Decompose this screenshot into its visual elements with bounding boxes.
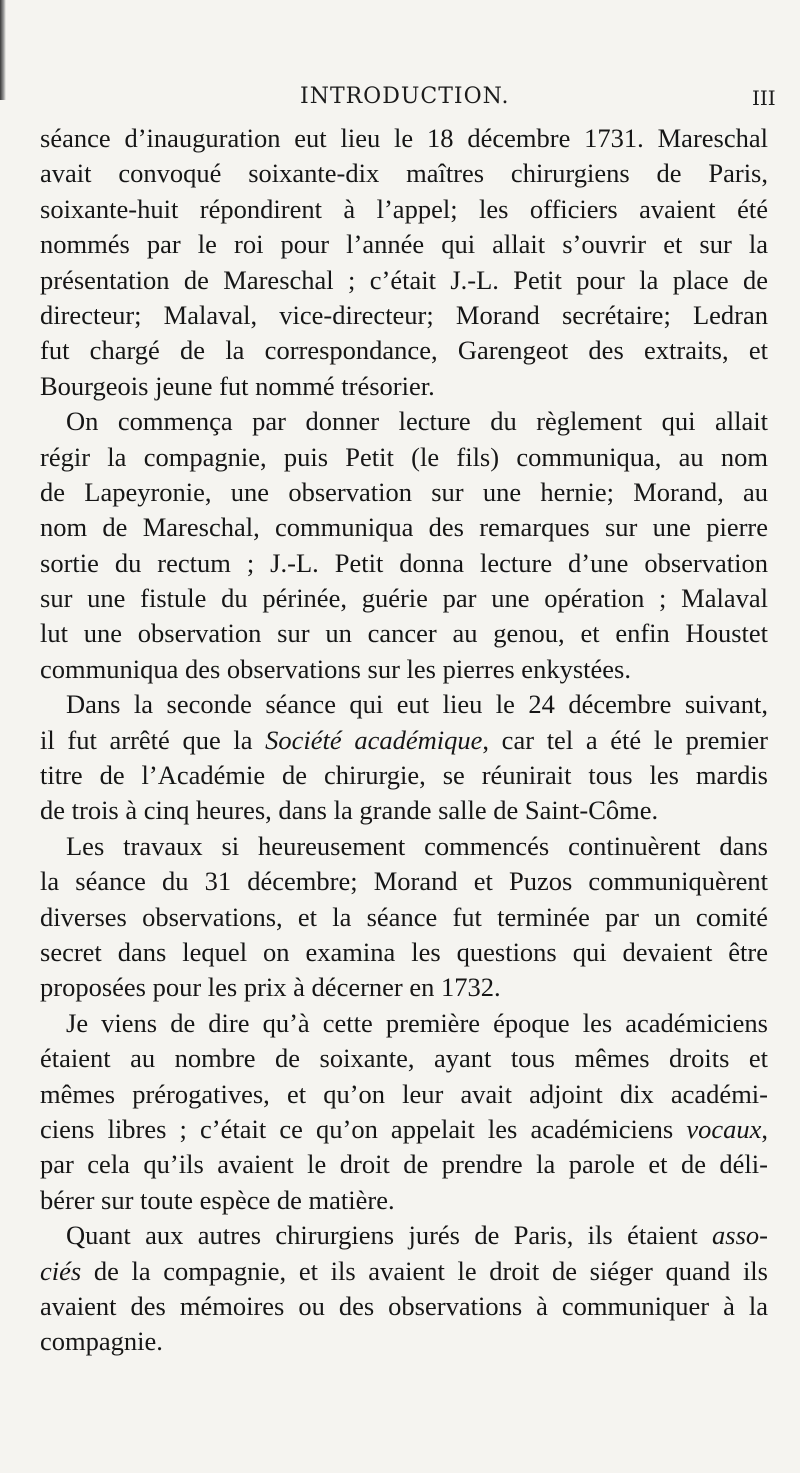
text-line: il fut arrêté que la Société académique, car tel a été le premier — [40, 724, 768, 755]
page-number: III — [752, 86, 776, 110]
text-line: Je viens de dire qu’à cette première époque les académiciens — [66, 1007, 768, 1038]
text-line: titre de l’Académie de chirurgie, se réunirait tous les mardis — [40, 760, 768, 791]
text-line: directeur; Malaval, vice-directeur; Morand secrétaire; Ledran — [40, 299, 768, 330]
text-line: de trois à cinq heures, dans la grande salle de Saint-Côme. — [40, 795, 659, 826]
text-line: avaient des mémoires ou des observations à communiquer à la — [40, 1290, 768, 1321]
text-line: nommés par le roi pour l’année qui allait s’ouvrir et sur la — [40, 229, 768, 260]
text-line: Bourgeois jeune fut nommé trésorier. — [40, 370, 435, 401]
running-header — [0, 84, 800, 114]
text-line: séance d’inauguration eut lieu le 18 décembre 1731. Mareschal — [40, 123, 768, 153]
text-line: mêmes prérogatives, et qu’on leur avait adjoint dix académi- — [40, 1078, 768, 1109]
text-line: On commença par donner lecture du règlement qui allait — [66, 406, 768, 437]
text-line: nom de Mareschal, communiqua des remarques sur une pierre — [40, 512, 768, 543]
text-line: sur une fistule du périnée, guérie par une opération ; Malaval — [40, 583, 768, 614]
text-line: Quant aux autres chirurgiens jurés de Paris, ils étaient asso- — [66, 1220, 768, 1251]
text-line: étaient au nombre de soixante, ayant tous mêmes droits et — [40, 1043, 768, 1074]
text-line: compagnie. — [40, 1326, 163, 1357]
text-line: proposées pour les prix à décerner en 1732. — [40, 972, 501, 1003]
text-line: Les travaux si heureusement commencés continuèrent dans — [66, 830, 768, 861]
text-line: régir la compagnie, puis Petit (le fils) communiqua, au nom — [40, 441, 768, 472]
text-line: communiqua des observations sur les pierres enkystées. — [40, 653, 631, 684]
text-line: Dans la seconde séance qui eut lieu le 24 décembre suivant, — [66, 689, 768, 720]
chapter-title: INTRODUCTION. — [300, 84, 510, 109]
body-text — [40, 121, 768, 1360]
text-line: secret dans lequel on examina les questions qui devaient être — [40, 936, 768, 967]
text-line: ciés de la compagnie, et ils avaient le droit de siéger quand ils — [40, 1255, 768, 1286]
text-line: par cela qu’ils avaient le droit de prendre la parole et de déli- — [40, 1149, 768, 1180]
text-line: avait convoqué soixante-dix maîtres chirurgiens de Paris, — [40, 158, 768, 189]
text-line: la séance du 31 décembre; Morand et Puzos communiquèrent — [40, 866, 768, 897]
text-line: présentation de Mareschal ; c’était J.-L. Petit pour la place de — [40, 264, 768, 295]
text-line: de Lapeyronie, une observation sur une hernie; Morand, au — [40, 476, 768, 507]
text-line: soixante-huit répondirent à l’appel; les officiers avaient été — [40, 193, 768, 224]
text-line: lut une observation sur un cancer au genou, et enfin Houstet — [40, 618, 768, 649]
text-line: ciens libres ; c’était ce qu’on appelait les académiciens vocaux, — [40, 1113, 768, 1144]
text-line: bérer sur toute espèce de matière. — [40, 1184, 395, 1215]
text-line: sortie du rectum ; J.-L. Petit donna lecture d’une observation — [40, 547, 768, 578]
text-line: diverses observations, et la séance fut terminée par un comité — [40, 901, 768, 932]
text-line: fut chargé de la correspondance, Garengeot des extraits, et — [40, 335, 768, 366]
